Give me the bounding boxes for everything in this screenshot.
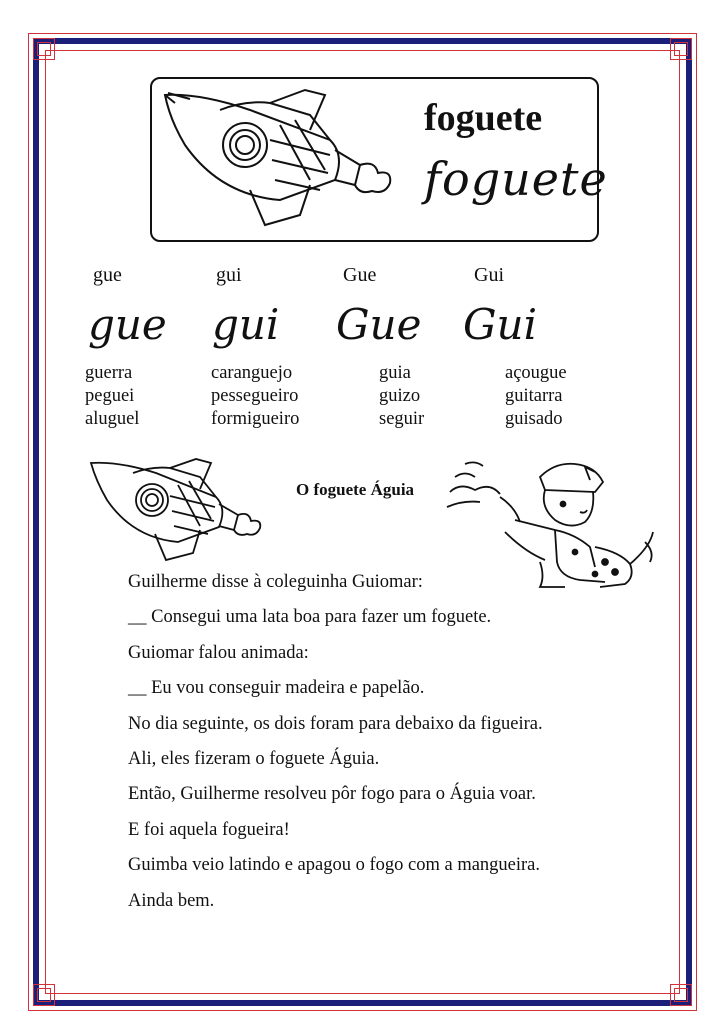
- corner-ornament-tr: [670, 38, 692, 60]
- list-item: aluguel: [85, 409, 140, 429]
- list-item: guerra: [85, 363, 133, 383]
- list-item: açougue: [505, 363, 567, 383]
- story-line: Guiomar falou animada:: [128, 642, 309, 663]
- word-list-gue: [85, 362, 139, 431]
- word-list-Gue: [379, 362, 424, 431]
- syllable-script-gui: gui: [212, 300, 280, 349]
- list-item: formigueiro: [211, 409, 300, 429]
- corner-ornament-bl: [33, 984, 55, 1006]
- list-item: pessegueiro: [211, 386, 299, 406]
- story-line: __ Consegui uma lata boa para fazer um foguete.: [128, 607, 492, 628]
- title-word-script: foguete: [424, 152, 608, 206]
- story-body: [128, 571, 648, 925]
- syllable-label-gue: gue: [93, 264, 122, 286]
- syllable-script-gue: gue: [88, 300, 167, 349]
- list-item: caranguejo: [211, 363, 293, 383]
- story-line: Então, Guilherme resolveu pôr fogo para o Águia voar.: [128, 784, 536, 805]
- rocket-illustration-small: [88, 455, 273, 565]
- list-item: peguei: [85, 386, 135, 406]
- story-line: Guilherme disse à coleguinha Guiomar:: [128, 572, 423, 592]
- syllable-script-Gue: Gue: [336, 300, 422, 349]
- syllable-script-Gui: Gui: [463, 300, 538, 349]
- list-item: guizo: [379, 386, 421, 406]
- syllable-label-Gue: Gue: [343, 264, 377, 286]
- story-title: O foguete Águia: [296, 480, 415, 499]
- list-item: guia: [379, 363, 411, 383]
- story-line: __ Eu vou conseguir madeira e papelão.: [128, 678, 425, 699]
- word-list-gui: [211, 362, 299, 431]
- corner-ornament-tl: [33, 38, 55, 60]
- story-line: No dia seguinte, os dois foram para debaixo da figueira.: [128, 713, 543, 734]
- syllable-label-Gui: Gui: [474, 264, 504, 286]
- title-word-print: foguete: [424, 97, 543, 139]
- story-line: Guimba veio latindo e apagou o fogo com a mangueira.: [128, 855, 541, 876]
- list-item: guitarra: [505, 386, 563, 406]
- corner-ornament-br: [670, 984, 692, 1006]
- list-item: guisado: [505, 409, 563, 429]
- list-item: seguir: [379, 409, 425, 429]
- story-line: Ali, eles fizeram o foguete Águia.: [128, 748, 380, 769]
- story-line: Ainda bem.: [128, 890, 215, 911]
- word-list-Gui: [505, 362, 567, 431]
- rocket-illustration: [160, 85, 410, 230]
- syllable-label-gui: gui: [216, 264, 242, 286]
- story-line: E foi aquela fogueira!: [128, 819, 290, 840]
